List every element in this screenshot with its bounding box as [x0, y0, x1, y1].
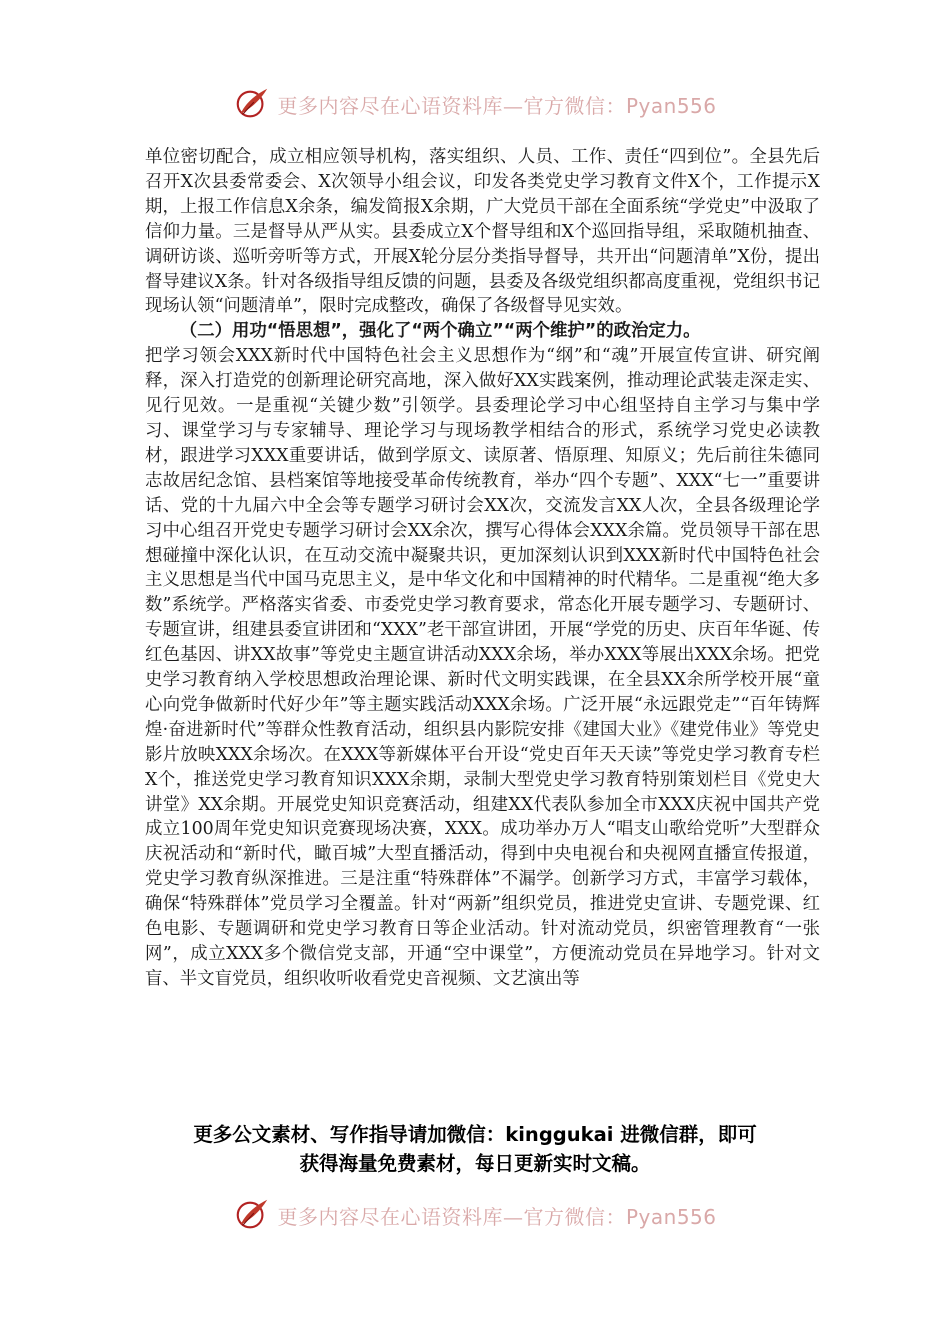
watermark-footer [0, 1195, 950, 1235]
quill-logo-icon [233, 1196, 271, 1234]
promo-line-1: 更多公文素材、写作指导请加微信：kinggukai 进微信群，即可 [193, 1123, 757, 1146]
paragraph-1: 单位密切配合，成立相应领导机构，落实组织、人员、工作、责任“四到位”。全县先后召开X次县委常委会、X次领导小组会议，印发各类党史学习教育文件X个，工作提示X期，上报工作信息X余条，编发简报X余期，广大党员干部在全面系统“学党史”中汲取了信仰力量。三是督导从严从实。县委成立X个督导组和X个巡回指导组，采取随机抽查、调研访谈、巡听旁听等方式，开展X轮分层分类指导督导，共开出“问题清单”X份，提出督导建议X条。针对各级指导组反馈的问题，县委及各级党组织都高度重视，党组织书记现场认领“问题清单”，限时完成整改，确保了各级督导见实效。 [145, 147, 820, 317]
watermark-header [0, 84, 950, 124]
promo-line-2: 获得海量免费素材，每日更新实时文稿。 [299, 1152, 651, 1175]
quill-logo-icon [233, 85, 271, 123]
promo-banner [120, 1120, 830, 1178]
watermark-text: 更多内容尽在心语资料库—官方微信：Pyan556 [277, 1204, 717, 1229]
paragraph-2: 把学习领会XXX新时代中国特色社会主义思想作为“纲”和“魂”开展宣传宣讲、研究阐释，深入打造党的创新理论研究高地，深入做好XX实践案例，推动理论武装走深走实、见行见效。一是重视“关键少数”引领学。县委理论学习中心组坚持自主学习与集中学习、课堂学习与专家辅导、理论学习与现场教学相结合的形式，系统学习党史必读教材，跟进学习XXX重要讲话，做到学原文、读原著、悟原理、知原义；先后前往朱德同志故居纪念馆、县档案馆等地接受革命传统教育，举办“四个专题”、XXX“七一”重要讲话、党的十九届六中全会等专题学习研讨会XX次，交流发言XX人次，全县各级理论学习中心组召开党史专题学习研讨会XX余次，撰写心得体会XXX余篇。党员领导干部在思想碰撞中深化认识，在互动交流中凝聚共识，更加深刻认识到XXX新时代中国特色社会主义思想是当代中国马克思主义，是中华文化和中国精神的时代精华。二是重视“绝大多数”系统学。严格落实省委、市委党史学习教育要求，常态化开展专题学习、专题研讨、专题宣讲，组建县委宣讲团和“XXX”老干部宣讲团，开展“学党的历史、庆百年华诞、传红色基因、讲XX故事”等党史主题宣讲活动XXX余场，举办XXX等展出XXX余场。把党史学习教育纳入学校思想政治理论课、新时代文明实践课，在全县XX余所学校开展“童心向党争做新时代好少年”等主题实践活动XXX余场。广泛开展“永远跟党走”“百年铸辉煌·奋进新时代”等群众性教育活动，组织县内影院安排《建国大业》《建党伟业》等党史影片放映XXX余场次。在XXX等新媒体平台开设“党史百年天天读”等党史学习教育专栏X个，推送党史学习教育知识XXX余期，录制大型党史学习教育特别策划栏目《党史大讲堂》XX余期。开展党史知识竞赛活动，组建XX代表队参加全市XXX庆祝中国共产党成立100周年党史知识竞赛现场决赛，XXX。成功举办万人“唱支山歌给党听”大型群众庆祝活动和“新时代，瞰百城”大型直播活动，得到中央电视台和央视网直播宣传报道，党史学习教育纵深推进。三是注重“特殊群体”不漏学。创新学习方式，丰富学习载体，确保“特殊群体”党员学习全覆盖。针对“两新”组织党员，推进党史宣讲、专题党课、红色电影、专题调研和党史学习教育日等企业活动。针对流动党员，织密管理教育“一张网”，成立XXX多个微信党支部，开通“空中课堂”，方便流动党员在异地学习。针对文盲、半文盲党员，组织收听收看党史音视频、文艺演出等 [145, 346, 820, 989]
watermark-text: 更多内容尽在心语资料库—官方微信：Pyan556 [277, 93, 717, 118]
section-heading: （二）用功“悟思想”，强化了“两个确立”“两个维护”的政治定力。 [179, 321, 701, 342]
document-body [145, 145, 820, 992]
